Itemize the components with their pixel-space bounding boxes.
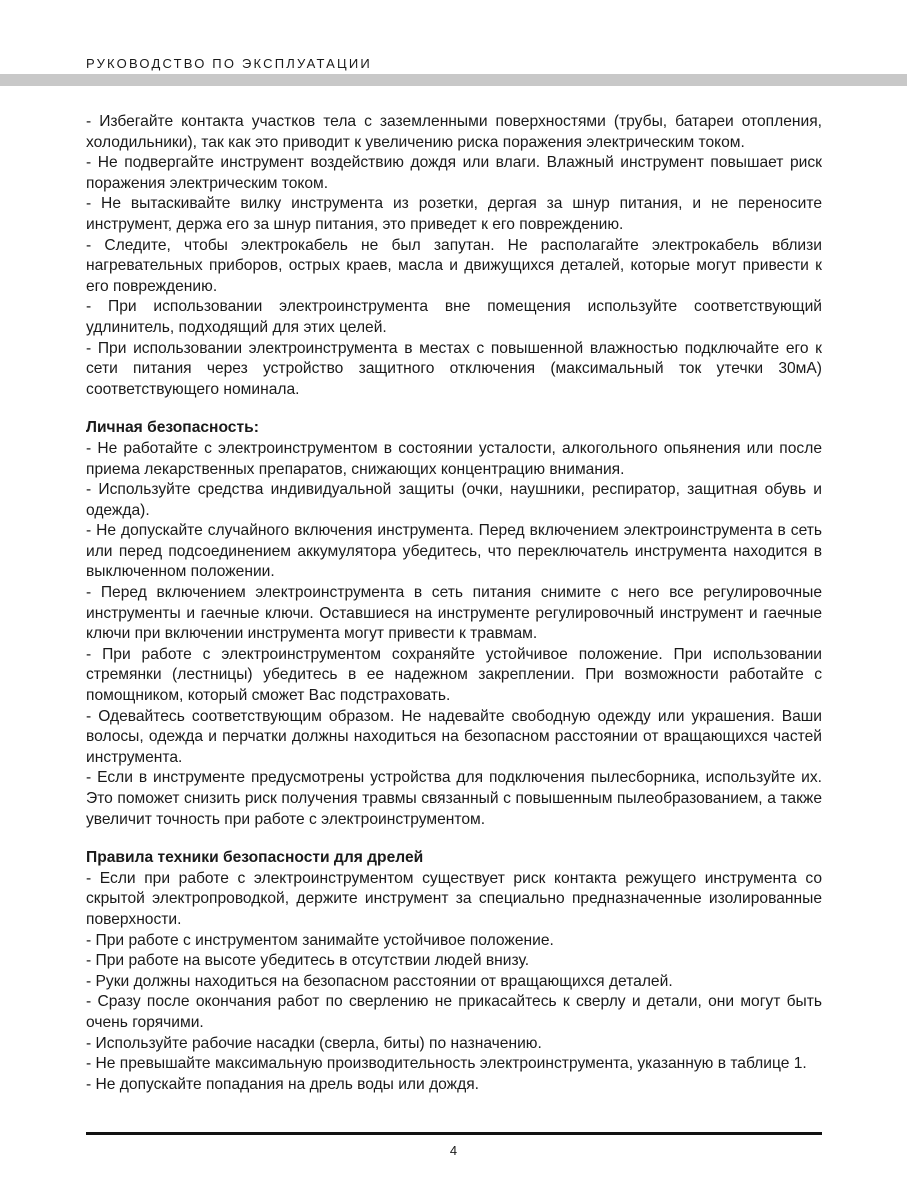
paragraph: - Руки должны находиться на безопасном расстоянии от вращающихся деталей. [86, 972, 673, 990]
paragraph: - При работе с электроинструментом сохраняйте устойчивое положение. При использовании стремянки (лестницы) убедитесь в ее надежном закреплении. При возможности работайте с помощником, который сможет Вас подстраховать. [86, 645, 822, 705]
paragraph: - Одевайтесь соответствующим образом. Не надевайте свободную одежду или украшения. Ваши волосы, одежда и перчатки должны находиться на безопасном расстоянии от вращающихся частей инструмента. [86, 707, 822, 766]
paragraph: - Сразу после окончания работ по сверлению не прикасайтесь к сверлу и детали, они могут быть очень горячими. [86, 993, 822, 1031]
paragraph: - Не допускайте попадания на дрель воды или дождя. [86, 1075, 479, 1093]
footer-rule [86, 1132, 822, 1135]
section-electrical-safety [86, 112, 822, 400]
paragraph: - Не работайте с электроинструментом в состоянии усталости, алкогольного опьянения или после приема лекарственных препаратов, снижающих концентрацию внимания. [86, 439, 822, 478]
section-heading: Правила техники безопасности для дрелей [86, 849, 424, 867]
section-heading: Личная безопасность: [86, 419, 259, 437]
page-number: 4 [449, 1143, 458, 1158]
section-personal-safety [86, 418, 822, 830]
paragraph: - При использовании электроинструмента в местах с повышенной влажностью подключайте его к сети питания через устройство защитного отключения (максимальный ток утечки 30мА) соответствующего номинала. [86, 339, 822, 398]
page-content [86, 112, 822, 1095]
paragraph: - Используйте рабочие насадки (сверла, биты) по назначению. [86, 1034, 542, 1052]
paragraph: - Используйте средства индивидуальной защиты (очки, наушники, респиратор, защитная обувь и одежда). [86, 481, 822, 519]
section-drill-safety [86, 848, 822, 1095]
paragraph: - Если в инструменте предусмотрены устройства для подключения пылесборника, используйте их. Это поможет снизить риск получения травмы связанный с повышенным пылеобразованием, а также увеличит точность при работе с электроинструментом. [86, 769, 822, 828]
header-title: РУКОВОДСТВО ПО ЭКСПЛУАТАЦИИ [86, 56, 372, 71]
paragraph: - При использовании электроинструмента вне помещения используйте соответствующий удлинитель, подходящий для этих целей. [86, 298, 822, 336]
paragraph: - Следите, чтобы электрокабель не был запутан. Не располагайте электрокабель вблизи нагревательных приборов, острых краев, масла и движущихся деталей, которые могут привести к его повреждению. [86, 236, 822, 295]
paragraph: - Не вытаскивайте вилку инструмента из розетки, дергая за шнур питания, и не переносите инструмент, держа его за шнур питания, это приведет к его повреждению. [86, 195, 822, 233]
paragraph: - Перед включением электроинструмента в сеть питания снимите с него все регулировочные инструменты и гаечные ключи. Оставшиеся на инструменте регулировочный инструмент и гаечные ключи при включении инструмента могут привести к травмам. [86, 584, 822, 643]
paragraph: - При работе на высоте убедитесь в отсутствии людей внизу. [86, 952, 530, 970]
paragraph: - При работе с инструментом занимайте устойчивое положение. [86, 931, 554, 949]
header-bar [0, 74, 907, 86]
paragraph: - Если при работе с электроинструментом существует риск контакта режущего инструмента со скрытой электропроводкой, держите инструмент за специально предназначенные изолированные поверхности. [86, 869, 822, 928]
paragraph: - Избегайте контакта участков тела с заземленными поверхностями (трубы, батареи отопления, холодильники), так как это приводит к увеличению риска поражения электрическим током. [86, 113, 822, 151]
paragraph: - Не подвергайте инструмент воздействию дождя или влаги. Влажный инструмент повышает риск поражения электрическим током. [86, 154, 822, 192]
paragraph: - Не допускайте случайного включения инструмента. Перед включением электроинструмента в сеть или перед подсоединением аккумулятора убедитесь, что переключатель инструмента находится в выключенном положении. [86, 522, 822, 581]
paragraph: - Не превышайте максимальную производительность электроинструмента, указанную в таблице 1. [86, 1055, 807, 1073]
